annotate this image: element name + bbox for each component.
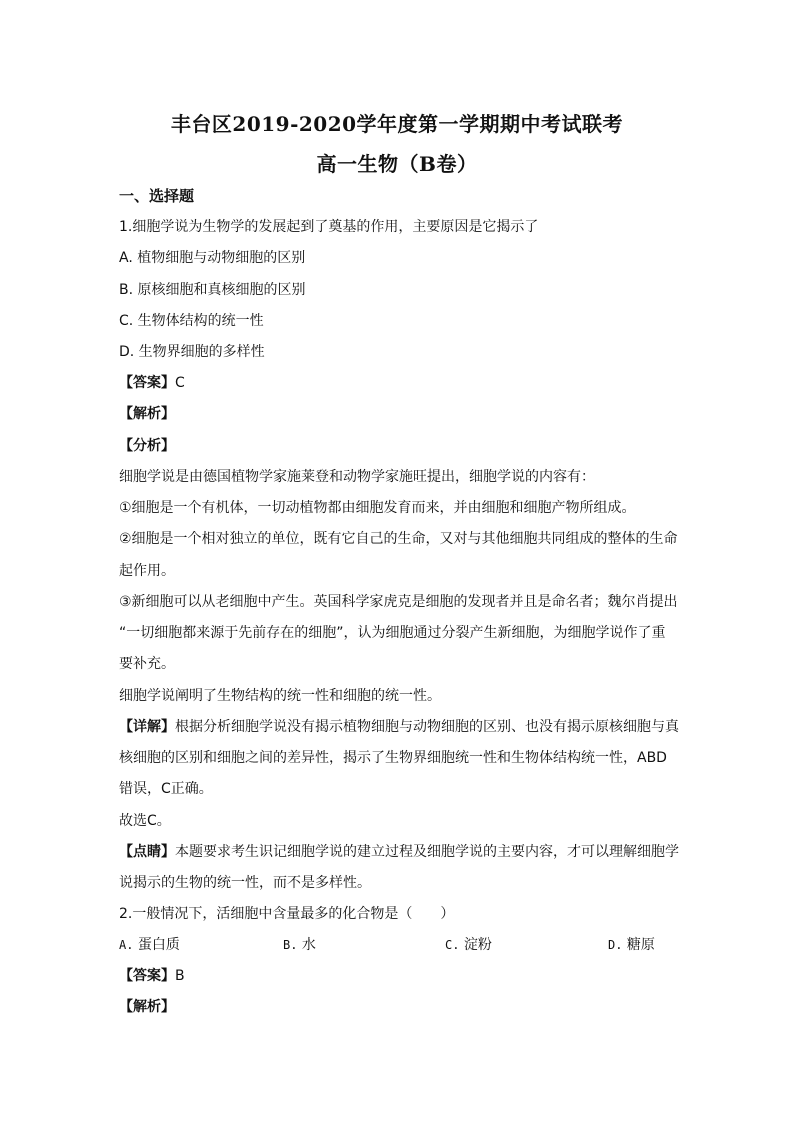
question-1-option-a: A. 植物细胞与动物细胞的区别 bbox=[119, 250, 306, 266]
analysis-line: 细胞学说是由德国植物学家施莱登和动物学家施旺提出，细胞学说的内容有： bbox=[119, 469, 595, 485]
section-heading: 一、选择题 bbox=[119, 187, 195, 205]
analysis-line: ②细胞是一个相对独立的单位，既有它自己的生命，又对与其他细胞共同组成的整体的生命 bbox=[119, 531, 678, 547]
question-2-option-a: A. 蛋白质 bbox=[119, 937, 180, 953]
detail-line: 核细胞的区别和细胞之间的差异性，揭示了生物界细胞统一性和生物体结构统一性，ABD bbox=[119, 750, 667, 766]
question-1-option-d: D. 生物界细胞的多样性 bbox=[119, 344, 265, 360]
analysis-line: ①细胞是一个有机体，一切动植物都由细胞发育而来，并由细胞和细胞产物所组成。 bbox=[119, 500, 636, 516]
fenxi-tag: 【分析】 bbox=[119, 438, 175, 454]
question-2-option-d: D. 糖原 bbox=[608, 937, 655, 953]
question-1-option-b: B. 原核细胞和真核细胞的区别 bbox=[119, 282, 306, 298]
detail-line: 错误，C正确。 bbox=[119, 781, 213, 797]
detail-line: 故选C。 bbox=[119, 813, 171, 829]
analysis-line: 起作用。 bbox=[119, 563, 175, 579]
question-2-stem: 2.一般情况下，活细胞中含量最多的化合物是（ ） bbox=[119, 906, 455, 922]
question-1-option-c: C. 生物体结构的统一性 bbox=[119, 313, 264, 329]
question-1-stem: 1.细胞学说为生物学的发展起到了奠基的作用，主要原因是它揭示了 bbox=[119, 219, 539, 235]
answer-tag: 【答案】 bbox=[119, 375, 175, 391]
question-2-answer bbox=[119, 967, 679, 985]
question-1-answer bbox=[119, 374, 679, 392]
detail-tag: 【详解】 bbox=[119, 719, 175, 735]
detail-line: 【详解】根据分析细胞学说没有揭示植物细胞与动物细胞的区别、也没有揭示原核细胞与真 bbox=[119, 719, 679, 735]
comment-line: 说揭示的生物的统一性，而不是多样性。 bbox=[119, 875, 371, 891]
analysis-line: 要补充。 bbox=[119, 656, 175, 672]
comment-line: 【点睛】本题要求考生识记细胞学说的建立过程及细胞学说的主要内容，才可以理解细胞学 bbox=[119, 844, 679, 860]
analysis-line: “一切细胞都来源于先前存在的细胞”，认为细胞通过分裂产生新细胞，为细胞学说作了重 bbox=[119, 625, 666, 641]
question-2-option-c: C. 淀粉 bbox=[445, 937, 492, 953]
page-title: 丰台区2019-2020学年度第一学期期中考试联考 bbox=[170, 112, 624, 136]
answer-tag: 【答案】 bbox=[119, 968, 175, 984]
page-subtitle: 高一生物（B卷） bbox=[316, 152, 478, 176]
analysis-tag: 【解析】 bbox=[119, 999, 175, 1015]
comment-tag: 【点睛】 bbox=[119, 844, 175, 860]
question-2-option-b: B. 水 bbox=[283, 937, 316, 953]
analysis-tag: 【解析】 bbox=[119, 406, 175, 422]
analysis-line: ③新细胞可以从老细胞中产生。英国科学家虎克是细胞的发现者并且是命名者；魏尔肖提出 bbox=[119, 594, 678, 610]
answer-value: C bbox=[175, 375, 185, 391]
analysis-line: 细胞学说阐明了生物结构的统一性和细胞的统一性。 bbox=[119, 688, 441, 704]
answer-value: B bbox=[175, 968, 185, 984]
